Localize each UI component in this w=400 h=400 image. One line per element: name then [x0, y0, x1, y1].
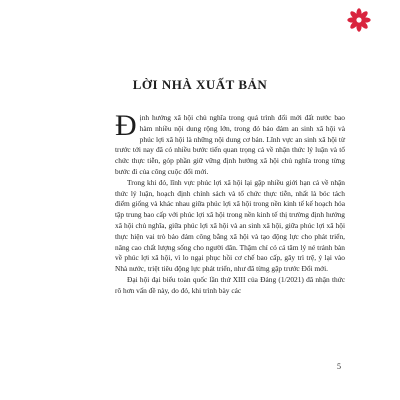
paragraph-2: Trong khi đó, lĩnh vực phúc lợi xã hội lại gặp nhiều giới hạn cả về nhận thức lý luận, hoạch định chính sách và tổ chức thực tiễn, nhất là bóc tách điểm giống và khác nhau giữa phúc lợi xã hội trong nền kinh tế kế hoạch hóa tập trung bao cấp với phúc lợi xã hội trong nền kinh tế thị trường định hướng xã hội chủ nghĩa, giữa phúc lợi xã hội và an sinh xã hội, giữa phúc lợi xã hội thực hiện vai trò bảo đảm công bằng xã hội và tạo động lực cho phát triển, nâng cao chất lượng sống cho người dân. Thậm chí có cả tâm lý né tránh bàn về phúc lợi xã hội, vì lo ngại phục hồi cơ chế bao cấp, gây trì trệ, ỷ lại vào Nhà nước, triệt tiêu động lực phát triển, như đã từng gặp trước Đổi mới. — [115, 177, 345, 274]
paragraph-1 — [115, 109, 345, 178]
body-text — [115, 109, 345, 297]
paragraph-3: Đại hội đại biểu toàn quốc lần thứ XIII của Đảng (1/2021) đã nhận thức rõ hơn vấn đề này, do đó, khi trình bày các — [115, 274, 345, 295]
page-number: 5 — [337, 362, 341, 371]
page-title: LỜI NHÀ XUẤT BẢN — [132, 77, 268, 92]
paragraph-1-text: ịnh hướng xã hội chủ nghĩa trong quá trình đổi mới đất nước bao hàm nhiều nội dung rộng lớn, trong đó bảo đảm an sinh xã hội và phúc lợi xã hội là những nội dung cơ bản. Lĩnh vực an sinh xã hội từ trước tới nay đã có nhiều bước tiến quan trọng cả về nhận thức lý luận và tổ chức thực tiễn, góp phần giữ vững định hướng xã hội chủ nghĩa trong từng bước đi của công cuộc đổi mới. — [115, 113, 345, 176]
lotus-flower-icon — [346, 7, 372, 33]
drop-cap: Đ — [115, 109, 137, 142]
